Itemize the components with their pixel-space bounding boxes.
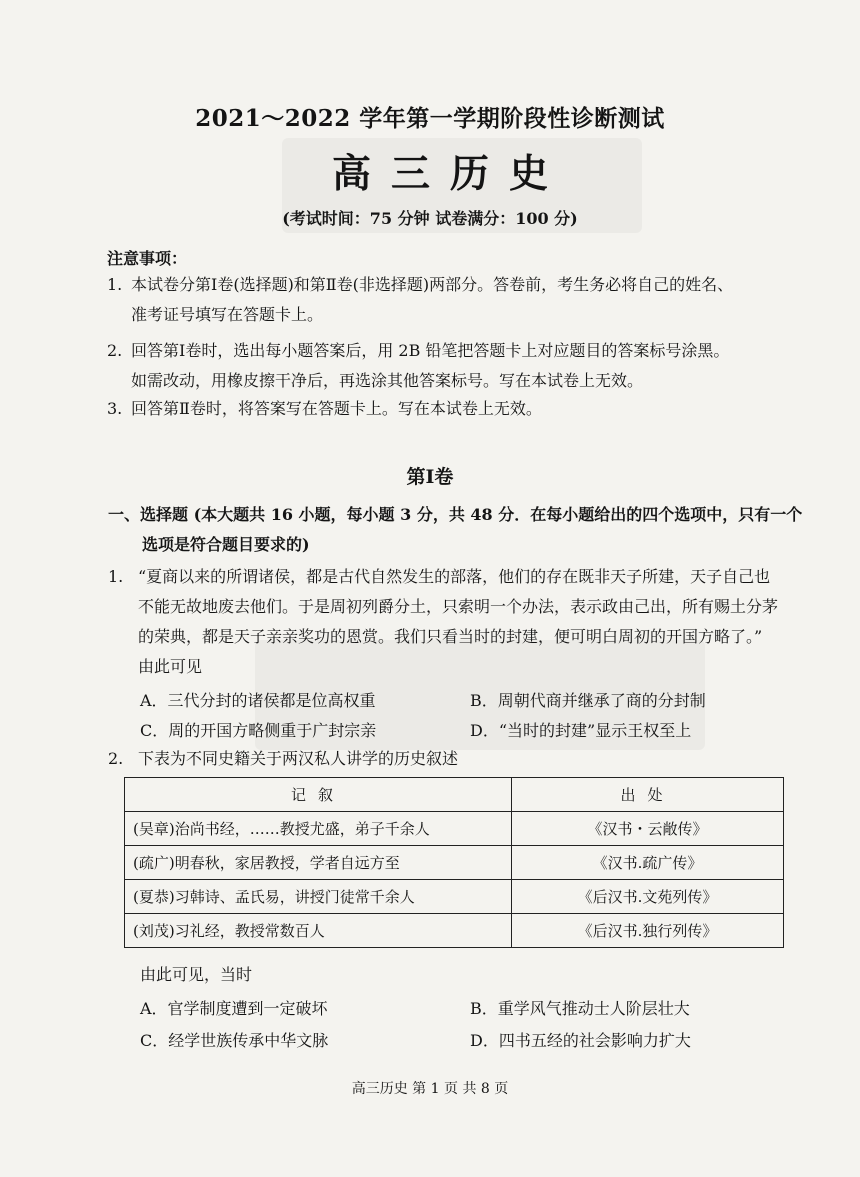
option-b: B．重学风气推动士人阶层壮大: [470, 999, 690, 1018]
notes-heading: 注意事项：: [107, 249, 188, 268]
option-b: B．周朝代商并继承了商的分封制: [470, 691, 706, 710]
history-table: [124, 777, 784, 948]
question-stem-line: 的荣典，都是天子亲亲奖功的恩赏。我们只看当时的封建，便可明白周初的开国方略了。”: [138, 627, 763, 646]
question-stem-line: 不能无故地废去他们。于是周初列爵分土，只索明一个办法，表示政由己出，所有赐土分茅: [138, 597, 779, 616]
page-footer: 高三历史 第 1 页 共 8 页: [351, 1081, 509, 1097]
option-a: A．三代分封的诸侯都是位高权重: [140, 691, 376, 710]
subject-title: 高三历史: [331, 151, 568, 197]
column-header: 出处: [512, 778, 784, 812]
table-row: [125, 812, 784, 846]
option-c: C．周的开国方略侧重于广封宗亲: [140, 721, 377, 740]
question-stem-line: “夏商以来的所谓诸侯，都是古代自然发生的部落，他们的存在既非天子所建，天子自己也: [138, 567, 771, 586]
table-cell: (刘茂)习礼经，教授常数百人: [125, 914, 512, 948]
table-cell: (夏恭)习韩诗、孟氏易，讲授门徒常千余人: [125, 880, 512, 914]
table-row: [125, 846, 784, 880]
option-d: D．四书五经的社会影响力扩大: [470, 1031, 691, 1050]
question-stem-line: 由此可见: [138, 657, 203, 676]
option-a: A．官学制度遭到一定破坏: [140, 999, 328, 1018]
exam-meta: (考试时间：75 分钟 试卷满分：100 分): [282, 209, 578, 228]
table-cell: (吴章)治尚书经，……教授尤盛，弟子千余人: [125, 812, 512, 846]
question-number: 1.: [108, 567, 124, 586]
column-header: 记叙: [125, 778, 512, 812]
question-number: 2.: [108, 749, 124, 768]
table-row: [125, 914, 784, 948]
table-cell: (疏广)明春秋，家居教授，学者自远方至: [125, 846, 512, 880]
section-title: 第Ⅰ卷: [406, 466, 454, 488]
table-cell: 《汉书・云敞传》: [512, 812, 784, 846]
table-cell: 《后汉书.独行列传》: [512, 914, 784, 948]
part-heading: 一、选择题 (本大题共 16 小题，每小题 3 分，共 48 分．在每小题给出的四个选项中，只有一个 选项是符合题目要求的): [108, 505, 803, 554]
question-stem: 下表为不同史籍关于两汉私人讲学的历史叙述: [138, 749, 459, 768]
note-item: 2. 回答第Ⅰ卷时，选出每小题答案后，用 2B 铅笔把答题卡上对应题目的答案标号涂黑。 如需改动，用橡皮擦干净后，再选涂其他答案标号。写在本试卷上无效。: [107, 341, 730, 390]
table-cell: 《后汉书.文苑列传》: [512, 880, 784, 914]
note-item: 3. 回答第Ⅱ卷时，将答案写在答题卡上。写在本试卷上无效。: [107, 399, 542, 418]
table-cell: 《汉书.疏广传》: [512, 846, 784, 880]
question-conclusion: 由此可见，当时: [140, 965, 253, 984]
option-d: D．“当时的封建”显示王权至上: [470, 721, 692, 740]
question-2: [108, 744, 818, 774]
note-item: 1. 本试卷分第Ⅰ卷(选择题)和第Ⅱ卷(非选择题)两部分。答卷前，考生务必将自己的姓名、 准考证号填写在答题卡上。: [107, 275, 734, 324]
table-row: [125, 880, 784, 914]
exam-title: 2021～2022 学年第一学期阶段性诊断测试: [195, 105, 665, 132]
option-c: C．经学世族传承中华文脉: [140, 1031, 329, 1050]
table-header-row: [125, 778, 784, 812]
question-1: [108, 562, 818, 682]
